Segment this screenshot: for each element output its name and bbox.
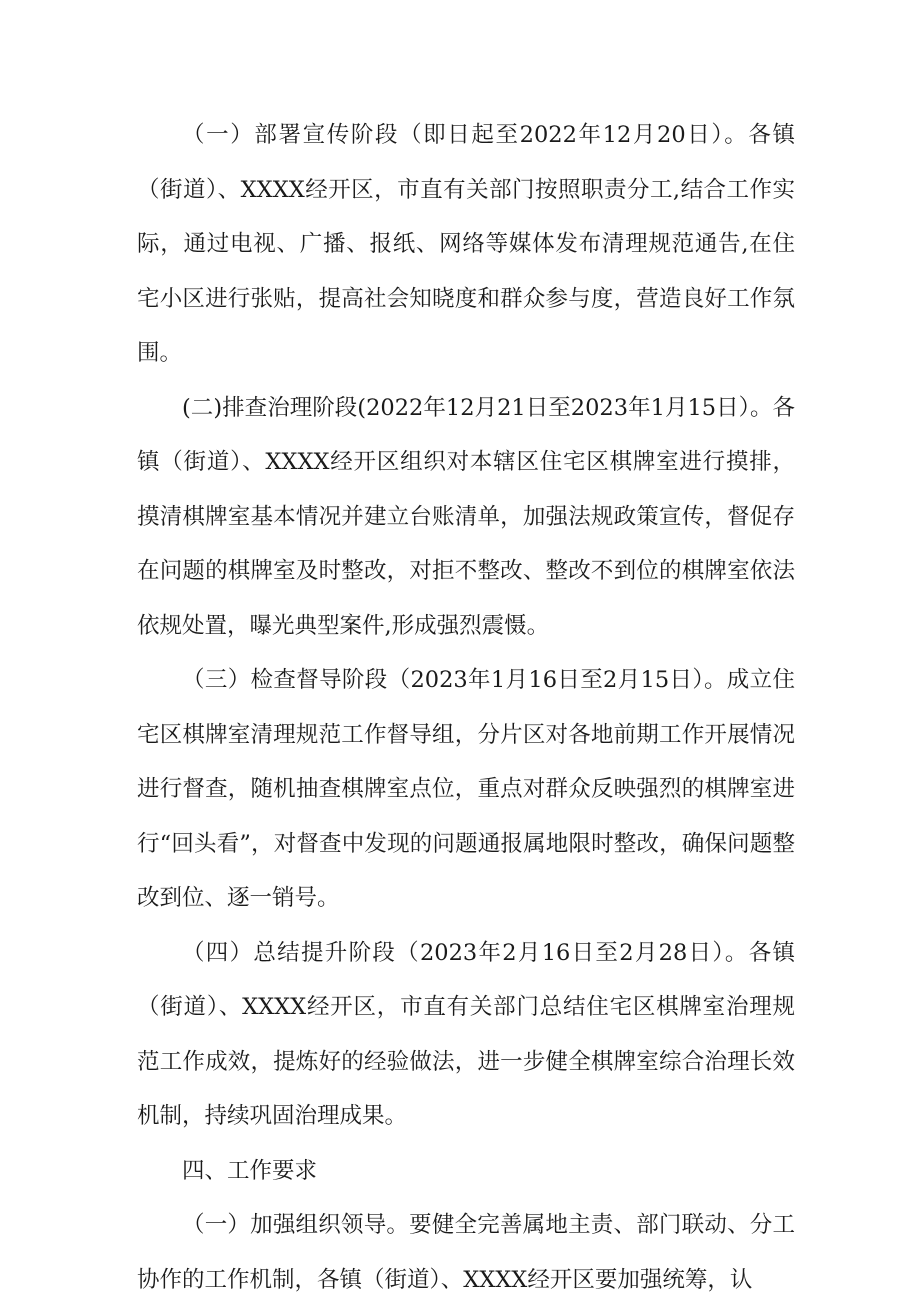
paragraph-stage-inspection-supervision: （三）检查督导阶段（2023年1月16日至2月15日）。成立住宅区棋牌室清理规范工作督导组，分片区对各地前期工作开展情况进行督查，随机抽查棋牌室点位，重点对群众反映强烈的棋牌室进行“回头看”，对督查中发现的问题通报属地限时整改，确保问题整改到位、逐一销号。 (137, 667, 795, 911)
document-page (137, 108, 795, 1307)
paragraph-stage-investigation-governance: (二)排查治理阶段(2022年12月21日至2023年1月15日）。各镇（街道）、XXXX经开区组织对本辖区住宅区棋牌室进行摸排，摸清棋牌室基本情况并建立台账清单，加强法规政策宣传，督促存在问题的棋牌室及时整改，对拒不整改、整改不到位的棋牌室依法依规处置，曝光典型案件,形成强烈震慑。 (137, 394, 795, 639)
paragraph-stage-summary-improvement: （四）总结提升阶段（2023年2月16日至2月28日）。各镇（街道）、XXXX经开区，市直有关部门总结住宅区棋牌室治理规范工作成效，提炼好的经验做法，进一步健全棋牌室综合治理长效机制，持续巩固治理成果。 (137, 939, 795, 1129)
paragraph-stage-deployment-publicity: （一）部署宣传阶段（即日起至2022年12月20日）。各镇（街道）、XXXX经开区，市直有关部门按照职责分工,结合工作实际，通过电视、广播、报纸、网络等媒体发布清理规范通告,在住宅小区进行张贴，提高社会知晓度和群众参与度，营造良好工作氛围。 (137, 122, 795, 366)
paragraph-requirement-organization: （一）加强组织领导。要健全完善属地主责、部门联动、分工协作的工作机制，各镇（街道）、XXXX经开区要加强统筹，认 (137, 1212, 795, 1293)
section-heading-work-requirements: 四、工作要求 (182, 1157, 318, 1184)
